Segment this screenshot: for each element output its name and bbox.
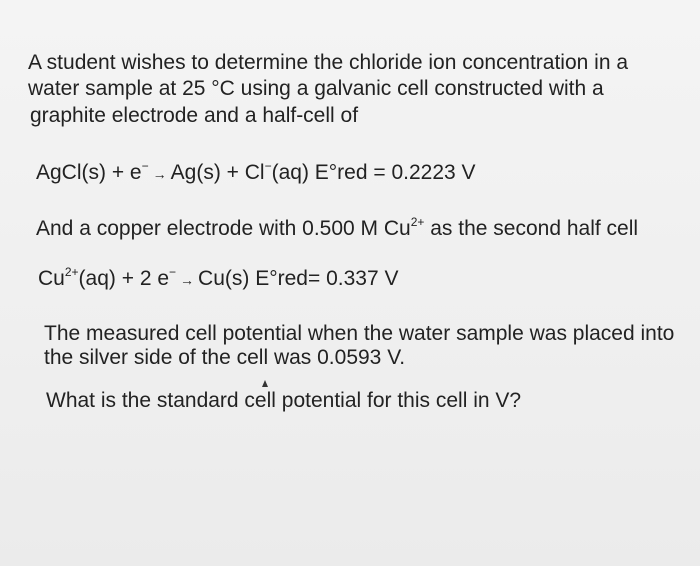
copper-line-tail: as the second half cell — [424, 217, 639, 240]
reaction-arrow: → — [152, 166, 167, 182]
reaction1-potential: (aq) E°red = 0.2223 V — [271, 161, 476, 184]
electron-charge: − — [141, 159, 149, 173]
question-text: What is the standard cell potential for this cell in V? — [46, 389, 522, 412]
reaction-silver-chloride — [36, 160, 476, 188]
mouse-cursor-icon — [262, 380, 268, 387]
copper-ion-charge: 2+ — [410, 215, 425, 229]
copper-charge: 2+ — [64, 265, 79, 279]
copper-symbol: Cu — [38, 267, 65, 290]
measured-line-1: The measured cell potential when the water sample was placed into — [44, 322, 675, 345]
intro-line-2: water sample at 25 °C using a galvanic cell constructed with a — [28, 77, 604, 100]
chloride-charge: − — [264, 159, 272, 173]
reaction1-lhs: AgCl(s) + e — [36, 161, 142, 184]
reaction1-rhs: Ag(s) + Cl — [170, 161, 265, 184]
reaction2-rhs: Cu(s) E°red= 0.337 V — [198, 267, 399, 290]
measured-line-2: the silver side of the cell was 0.0593 V. — [44, 346, 406, 369]
copper-electrode-line — [36, 216, 638, 244]
copper-line-text: And a copper electrode with 0.500 M Cu — [36, 217, 411, 240]
electron-charge-2: − — [169, 265, 177, 279]
reaction-arrow-2: → — [180, 272, 195, 288]
reaction2-lhs: (aq) + 2 e — [78, 267, 170, 290]
intro-line-3: graphite electrode and a half-cell of — [30, 104, 359, 127]
intro-line-1: A student wishes to determine the chloride ion concentration in a — [28, 51, 629, 74]
reaction-copper — [38, 266, 398, 294]
